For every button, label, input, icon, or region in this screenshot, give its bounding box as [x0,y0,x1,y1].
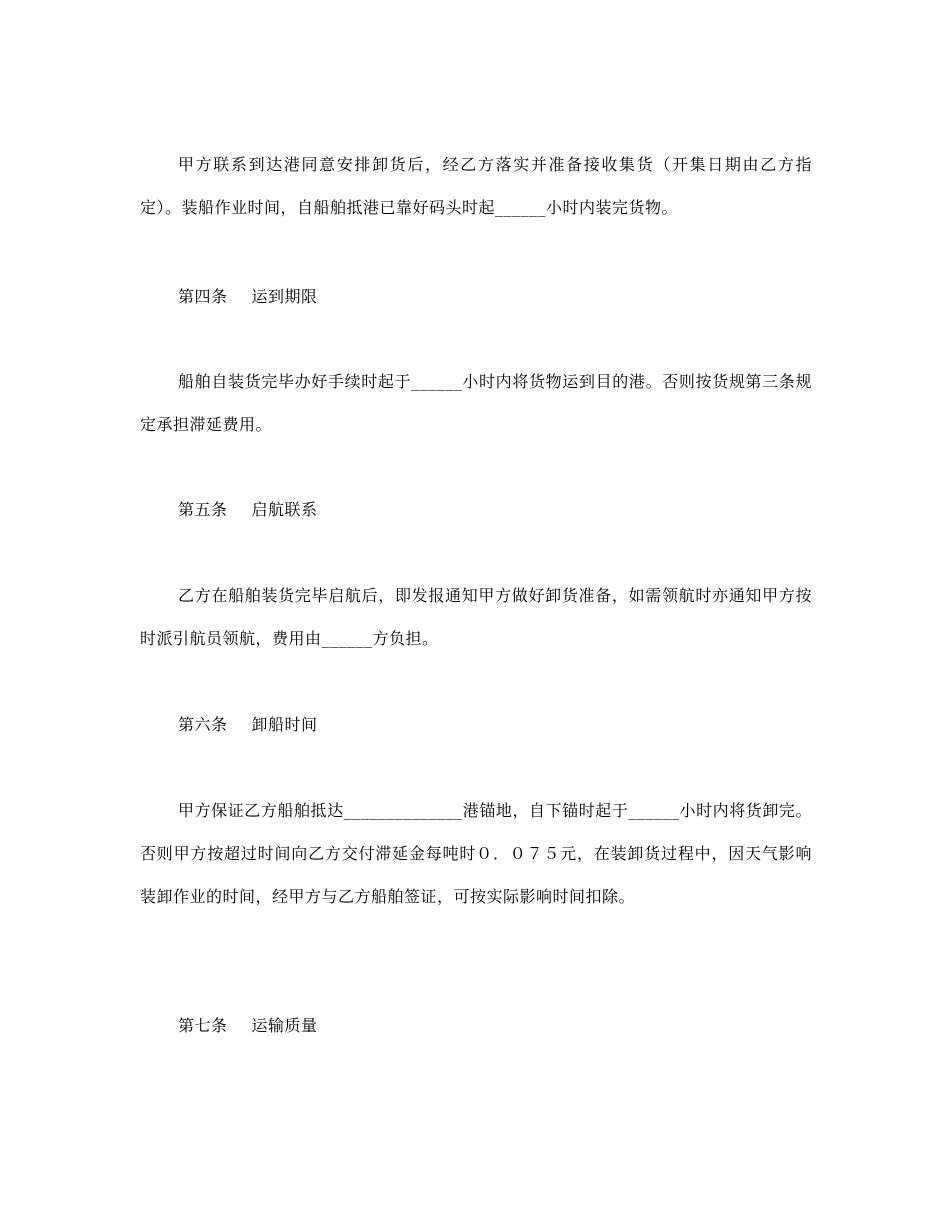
article-number: 第七条 [178,1016,228,1035]
article-title: 运到期限 [251,287,318,306]
article-number: 第四条 [178,287,228,306]
article-title: 运输质量 [251,1016,318,1035]
heading-article-4 [140,275,850,318]
heading-article-6 [140,703,850,746]
paragraph-departure-contact: 乙方在船舶装货完毕启航后，即发报通知甲方做好卸货准备，如需领航时亦通知甲方按时派引航员领航，费用由______方负担。 [140,586,812,648]
heading-article-5 [140,488,850,531]
paragraph-transport-deadline: 船舶自装货完毕办好手续时起于______小时内将货物运到目的港。否则按货规第三条规定承担滞延费用。 [140,372,812,434]
article-number: 第五条 [178,500,228,519]
article-number: 第六条 [178,715,228,734]
paragraph-loading-time: 甲方联系到达港同意安排卸货后，经乙方落实并准备接收集货（开集日期由乙方指定）。装船作业时间，自船舶抵港已靠好码头时起______小时内装完货物。 [140,155,812,217]
article-title: 卸船时间 [251,715,318,734]
article-title: 启航联系 [251,500,318,519]
paragraph-unloading-time: 甲方保证乙方船舶抵达______________港锚地，自下锚时起于______小时内将货卸完。否则甲方按超过时间向乙方交付滞延金每吨时０．０７５元，在装卸货过程中，因天气影响装卸作业的时间，经甲方与乙方船舶签证，可按实际影响时间扣除。 [140,801,812,906]
heading-article-7 [140,1004,850,1047]
